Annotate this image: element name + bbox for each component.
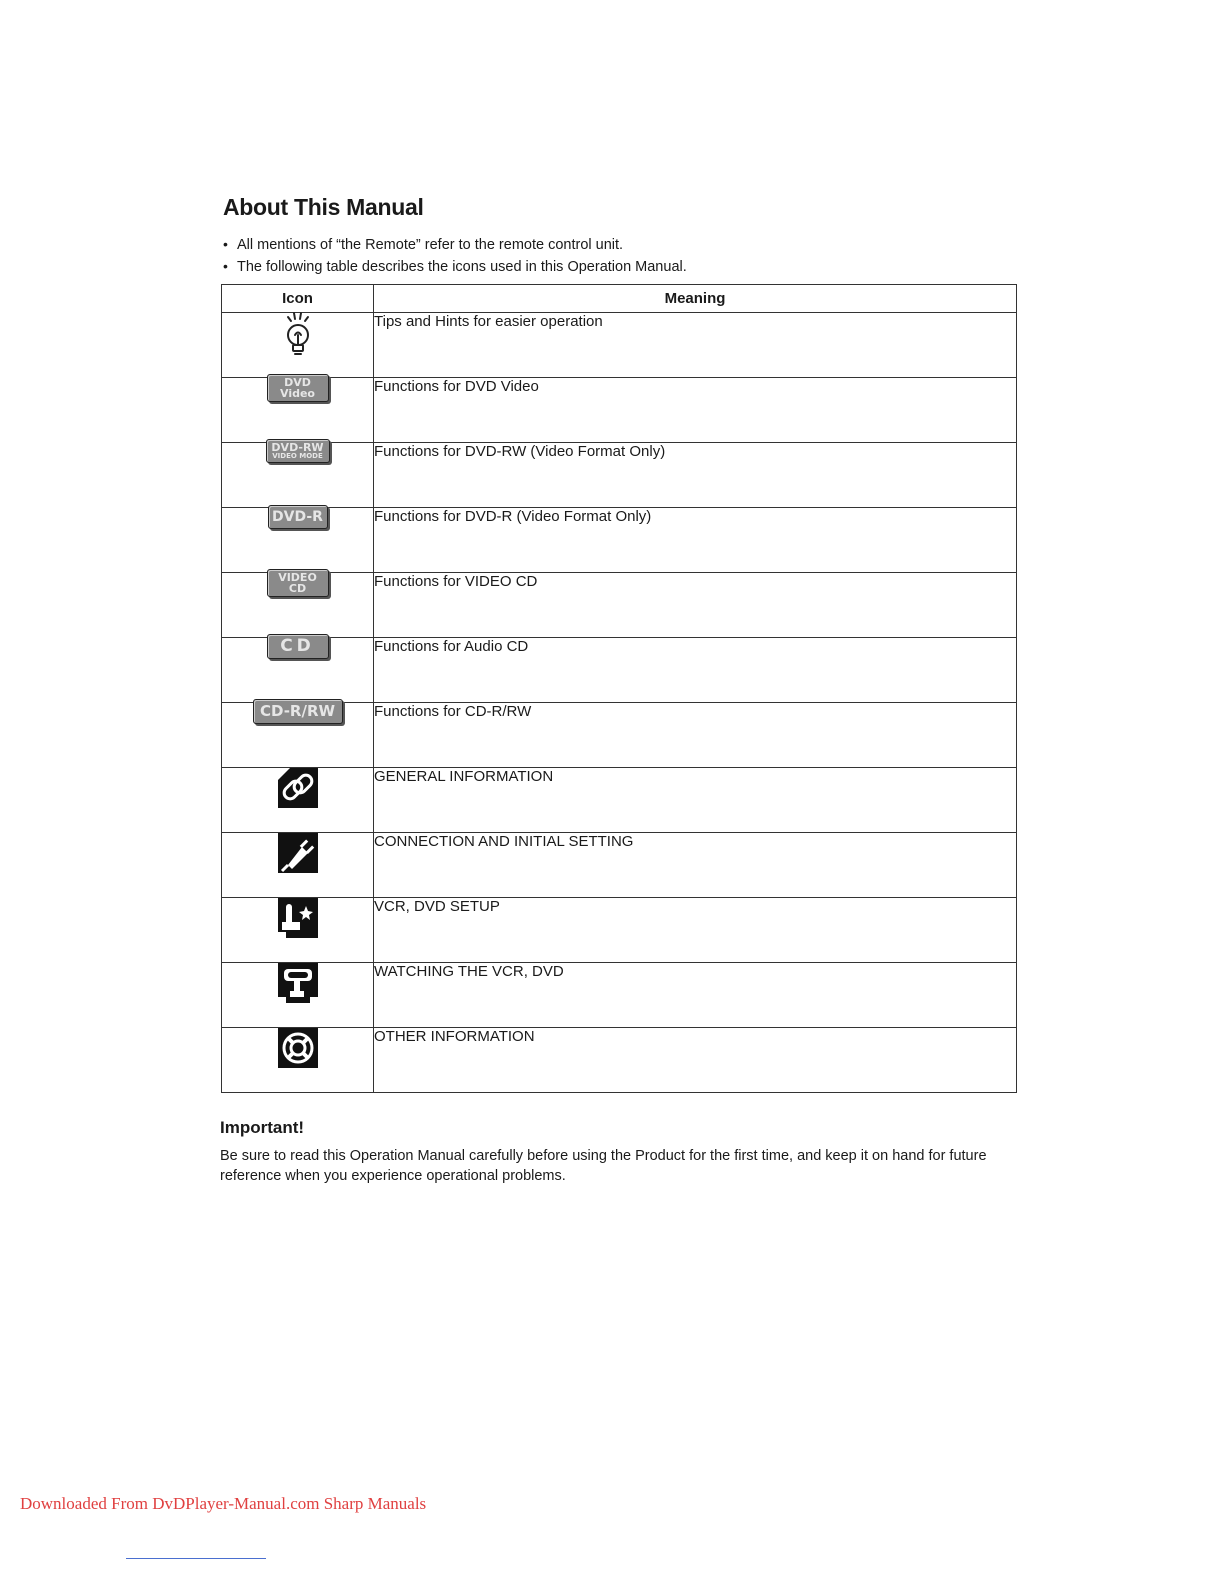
- meaning-text: Functions for DVD-RW (Video Format Only): [374, 443, 1017, 508]
- meaning-text: Functions for VIDEO CD: [374, 573, 1017, 638]
- table-row: [222, 833, 1017, 898]
- cd-rw-badge-icon: CD-R/RW: [253, 699, 343, 724]
- dvd-video-badge-icon: DVD Video: [267, 374, 329, 402]
- meaning-text: CONNECTION AND INITIAL SETTING: [374, 833, 1017, 898]
- important-text: Be sure to read this Operation Manual carefully before using the Product for the first time, and keep it on hand for future reference when you experience operational problems.: [220, 1148, 987, 1184]
- dvd-rw-badge-icon: DVD-RW VIDEO MODE: [266, 439, 330, 463]
- table-row: [222, 963, 1017, 1028]
- meaning-text: Functions for DVD-R (Video Format Only): [374, 508, 1017, 573]
- chain-link-icon: [276, 797, 320, 814]
- meaning-text: VCR, DVD SETUP: [374, 898, 1017, 963]
- table-header-row: [222, 285, 1017, 313]
- hand-press-icon: [276, 992, 320, 1009]
- hand-setup-icon: [276, 927, 320, 944]
- table-row: [222, 313, 1017, 378]
- meaning-text: WATCHING THE VCR, DVD: [374, 963, 1017, 1028]
- meaning-text: Functions for CD-R/RW: [374, 703, 1017, 768]
- meaning-text: Tips and Hints for easier operation: [374, 313, 1017, 378]
- dvd-r-badge-icon: DVD-R: [268, 505, 328, 529]
- page-title: About This Manual: [223, 194, 424, 220]
- table-row: [222, 703, 1017, 768]
- bullet-item: • All mentions of “the Remote” refer to the remote control unit.: [223, 233, 687, 255]
- table-row: [222, 1028, 1017, 1093]
- bullet-item: • The following table describes the icons used in this Operation Manual.: [223, 255, 687, 277]
- meaning-text: Functions for Audio CD: [374, 638, 1017, 703]
- cd-badge-icon: CD: [267, 634, 329, 659]
- meaning-column-header: Meaning: [374, 285, 1017, 313]
- bullet-list: [223, 233, 687, 277]
- table-row: [222, 443, 1017, 508]
- footer-download-link[interactable]: Downloaded From DvDPlayer-Manual.com Sharp Manuals: [20, 1494, 427, 1513]
- life-ring-icon: [276, 1057, 320, 1074]
- table-row: [222, 638, 1017, 703]
- important-heading: Important!: [220, 1118, 305, 1137]
- meaning-text: GENERAL INFORMATION: [374, 768, 1017, 833]
- lightbulb-icon: [278, 350, 318, 367]
- footer-rule: [126, 1558, 266, 1559]
- table-row: [222, 573, 1017, 638]
- table-row: [222, 898, 1017, 963]
- table-row: [222, 378, 1017, 443]
- meaning-text: Functions for DVD Video: [374, 378, 1017, 443]
- table-row: [222, 768, 1017, 833]
- icon-table: [221, 284, 1017, 1093]
- table-row: [222, 508, 1017, 573]
- plug-icon: [276, 862, 320, 879]
- meaning-text: OTHER INFORMATION: [374, 1028, 1017, 1093]
- icon-column-header: Icon: [222, 285, 374, 313]
- video-cd-badge-icon: VIDEO CD: [267, 569, 329, 597]
